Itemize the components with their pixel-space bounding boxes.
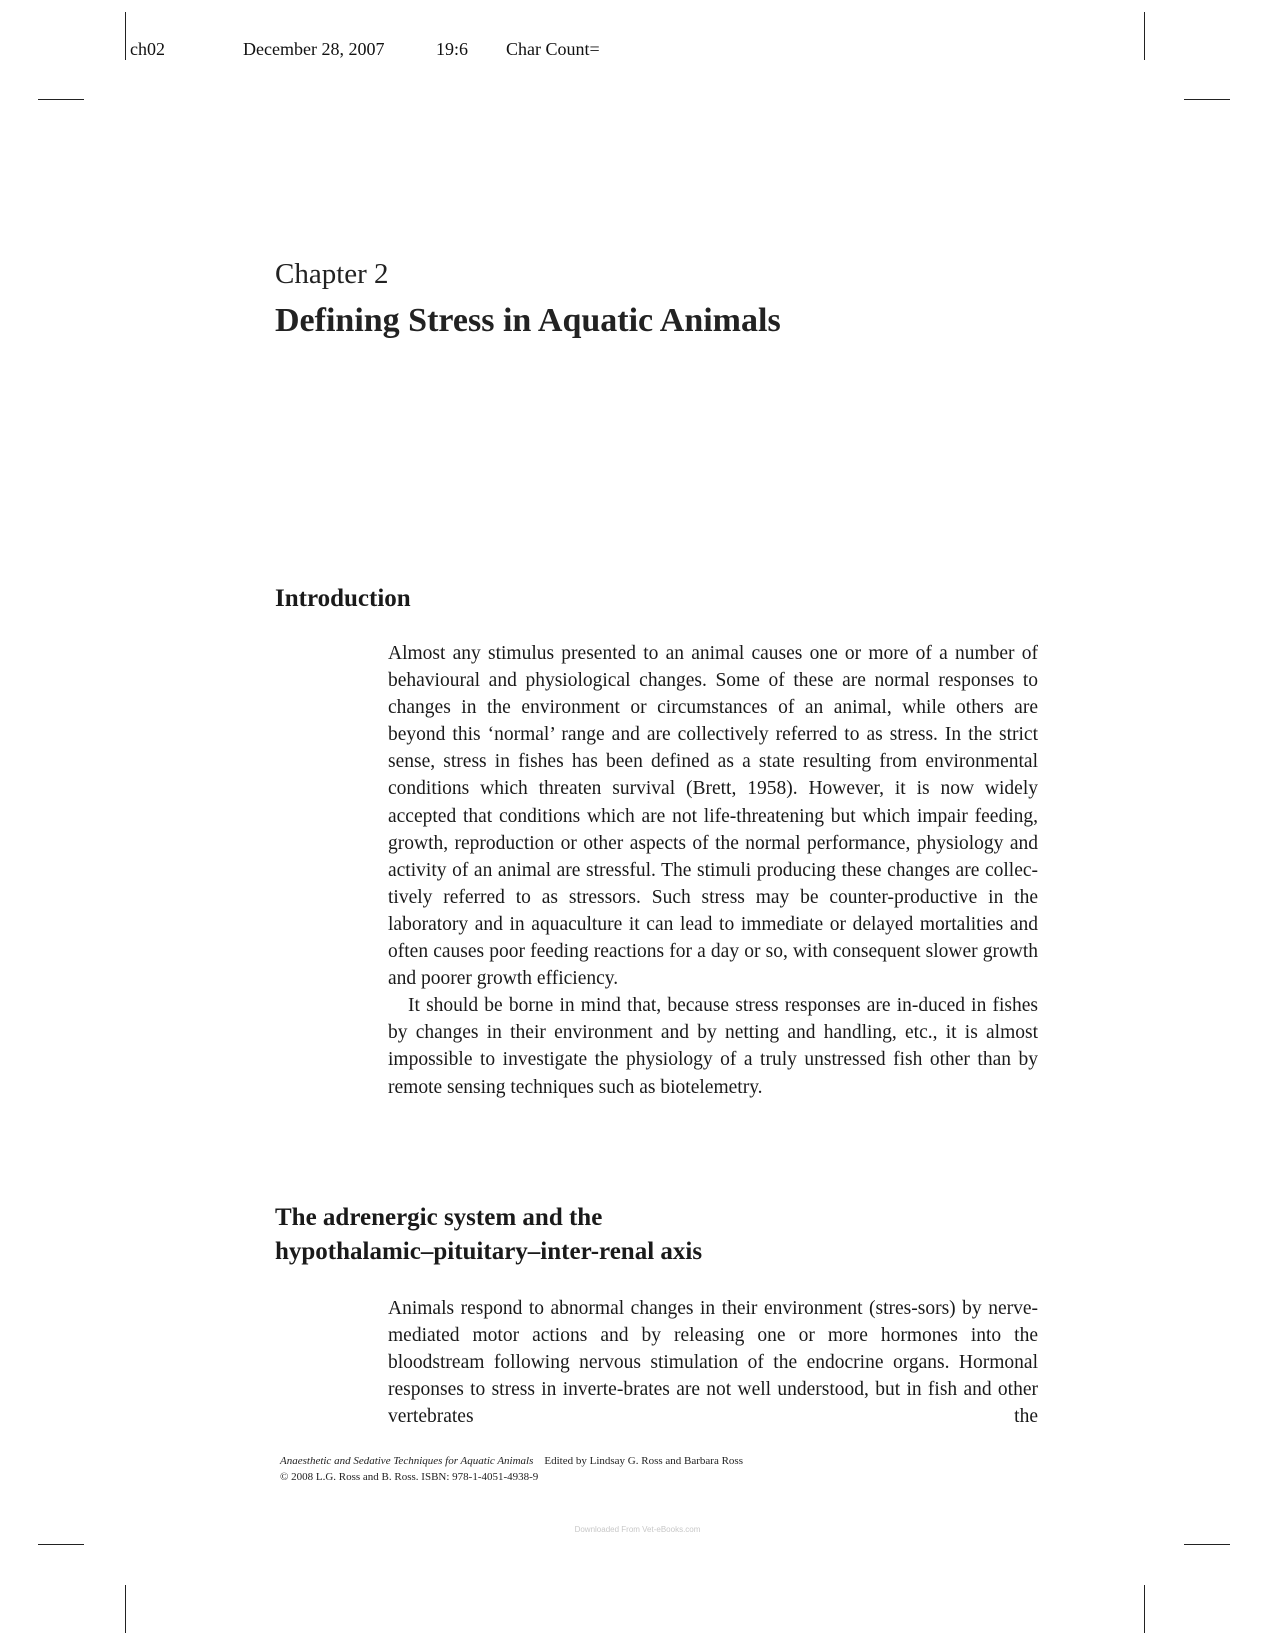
section-heading-adrenergic-system — [275, 1201, 702, 1269]
copyright-line: © 2008 L.G. Ross and B. Ross. ISBN: 978-1-4051-4938-9 — [280, 1471, 539, 1483]
book-title: Anaesthetic and Sedative Techniques for Aquatic Animals — [280, 1455, 534, 1467]
book-editors: Edited by Lindsay G. Ross and Barbara Ross — [544, 1455, 743, 1467]
crop-mark-bottom-right-vertical — [1144, 1585, 1145, 1633]
chapter-title: Defining Stress in Aquatic Animals — [275, 302, 781, 339]
footer-line-1 — [280, 1453, 743, 1469]
crop-mark-top-left-vertical — [125, 12, 126, 60]
adrenergic-section-body — [388, 1295, 1038, 1430]
slug-time: 19:6 — [436, 39, 469, 59]
paragraph: Almost any stimulus presented to an animal causes one or more of a number of behavioural and physiological changes. Some of these are normal responses to changes in the environment or circumstances of an animal, while others are beyond this ‘normal’ range and are collectively referred to as stress. In the strict sense, stress in fishes has been defined as a state resulting from environmental conditions which threaten survival (Brett, 1958). However, it is now widely accepted that conditions which are not life-threatening but which impair feeding, growth, reproduction or other aspects of the normal performance, physiology and activity of an animal are stressful. The stimuli producing these changes are collec-tively referred to as stressors. Such stress may be counter-productive in the laboratory and in aquaculture it can lead to immediate or delayed mortalities and often causes poor feeding reactions for a day or so, with consequent slower growth and poorer growth efficiency. — [388, 643, 1038, 990]
slug-file: ch02 — [130, 39, 165, 59]
crop-mark-top-left-horizontal — [38, 99, 84, 100]
crop-mark-bottom-left-vertical — [125, 1585, 126, 1633]
copyright-footer — [280, 1453, 743, 1485]
crop-mark-top-right-vertical — [1144, 12, 1145, 60]
introduction-body — [388, 640, 1038, 1101]
slug-char-count: Char Count= — [506, 39, 600, 59]
paragraph: Animals respond to abnormal changes in their environment (stres-sors) by nerve-mediated motor actions and by releasing one or more hormones into the bloodstream following nervous stimulation of the endocrine organs. Hormonal responses to stress in inverte-brates are not well understood, but in fish and other vertebrates the — [388, 1298, 1038, 1428]
download-watermark: Downloaded From Vet-eBooks.com — [574, 1525, 701, 1534]
section-heading-line: hypothalamic–pituitary–inter-renal axis — [275, 1238, 703, 1265]
section-heading-introduction: Introduction — [275, 585, 411, 612]
slug-date: December 28, 2007 — [243, 39, 385, 59]
crop-mark-bottom-right-horizontal — [1184, 1544, 1230, 1545]
crop-mark-bottom-left-horizontal — [38, 1544, 84, 1545]
chapter-label: Chapter 2 — [275, 258, 389, 290]
crop-mark-top-right-horizontal — [1184, 99, 1230, 100]
paragraph: It should be borne in mind that, because stress responses are in-duced in fishes by changes in their environment and by netting and handling, etc., it is almost impossible to investigate the physiology of a truly unstressed fish other than by remote sensing techniques such as biotelemetry. — [388, 995, 1038, 1098]
section-heading-line: The adrenergic system and the — [275, 1204, 603, 1231]
